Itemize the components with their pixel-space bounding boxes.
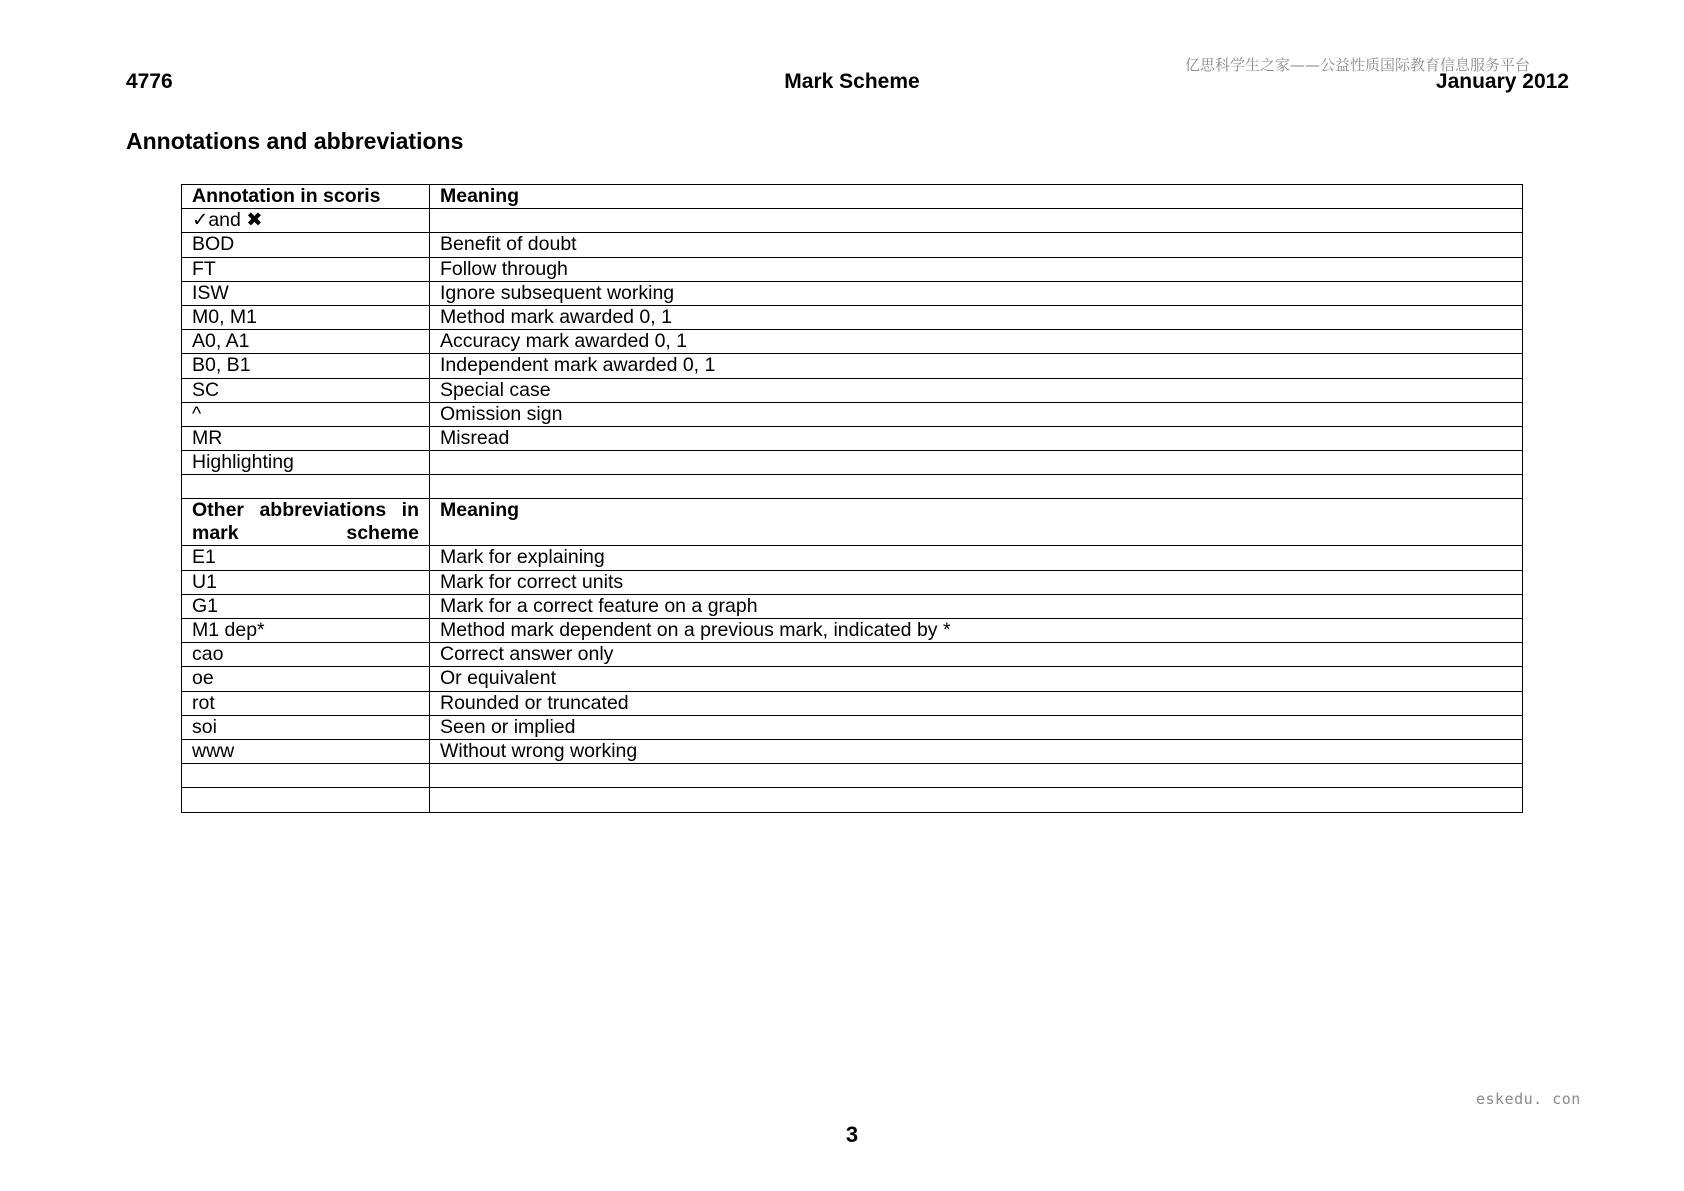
meaning-cell: Or equivalent [430, 667, 1523, 691]
abbreviation-cell: soi [182, 715, 430, 739]
watermark-top: 亿思科学生之家——公益性质国际教育信息服务平台 [1185, 56, 1531, 74]
table-row-empty [182, 788, 1523, 812]
meaning-cell [430, 788, 1523, 812]
column-header-other-abbreviations [182, 499, 430, 546]
meaning-cell [430, 451, 1523, 475]
column-header-annotation: Annotation in scoris [182, 185, 430, 209]
table-row [182, 619, 1523, 643]
meaning-cell: Misread [430, 426, 1523, 450]
abbreviation-cell: ISW [182, 281, 430, 305]
abbreviation-cell: M0, M1 [182, 305, 430, 329]
abbreviation-cell: ^ [182, 402, 430, 426]
abbreviation-cell: FT [182, 257, 430, 281]
abbreviation-cell [182, 788, 430, 812]
table-row [182, 281, 1523, 305]
meaning-cell: Ignore subsequent working [430, 281, 1523, 305]
table-row [182, 739, 1523, 763]
abbreviation-cell [182, 764, 430, 788]
table-row [182, 330, 1523, 354]
meaning-cell [430, 475, 1523, 499]
abbreviation-cell: rot [182, 691, 430, 715]
meaning-cell: Correct answer only [430, 643, 1523, 667]
abbreviations-table [181, 184, 1523, 813]
table-row-empty [182, 475, 1523, 499]
abbreviation-cell: oe [182, 667, 430, 691]
table-row [182, 402, 1523, 426]
abbreviation-cell: SC [182, 378, 430, 402]
table-header-row [182, 185, 1523, 209]
abbreviation-cell [182, 475, 430, 499]
meaning-cell: Method mark awarded 0, 1 [430, 305, 1523, 329]
table-row [182, 451, 1523, 475]
meaning-cell: Omission sign [430, 402, 1523, 426]
abbreviation-cell: B0, B1 [182, 354, 430, 378]
table-row [182, 594, 1523, 618]
meaning-cell: Independent mark awarded 0, 1 [430, 354, 1523, 378]
meaning-cell: Follow through [430, 257, 1523, 281]
abbreviation-cell: Highlighting [182, 451, 430, 475]
header-title: Mark Scheme [784, 70, 920, 93]
abbreviation-cell: cao [182, 643, 430, 667]
table-row [182, 305, 1523, 329]
abbreviation-cell: G1 [182, 594, 430, 618]
column-header-meaning-2: Meaning [430, 499, 1523, 546]
table-row [182, 233, 1523, 257]
table-row [182, 546, 1523, 570]
meaning-cell [430, 764, 1523, 788]
meaning-cell: Mark for correct units [430, 570, 1523, 594]
watermark-bottom: eskedu. con [1476, 1090, 1581, 1108]
abbreviation-cell: U1 [182, 570, 430, 594]
meaning-cell: Rounded or truncated [430, 691, 1523, 715]
section-title: Annotations and abbreviations [126, 128, 464, 154]
meaning-cell: Without wrong working [430, 739, 1523, 763]
other-abbreviations-line2: mark scheme [192, 522, 419, 545]
table-row [182, 570, 1523, 594]
meaning-cell: Method mark dependent on a previous mark, indicated by * [430, 619, 1523, 643]
meaning-cell: Mark for a correct feature on a graph [430, 594, 1523, 618]
table-row [182, 715, 1523, 739]
abbreviation-cell: M1 dep* [182, 619, 430, 643]
abbreviation-cell: A0, A1 [182, 330, 430, 354]
page-number: 3 [845, 1122, 859, 1147]
table-row-empty [182, 764, 1523, 788]
other-abbreviations-line1: Other abbreviations in [192, 499, 419, 522]
table-row [182, 691, 1523, 715]
abbreviation-cell: ✓and ✖ [182, 209, 430, 233]
table-row [182, 354, 1523, 378]
abbreviation-cell: MR [182, 426, 430, 450]
table-row [182, 209, 1523, 233]
table-row [182, 257, 1523, 281]
abbreviation-cell: BOD [182, 233, 430, 257]
table-row [182, 643, 1523, 667]
abbreviation-cell: www [182, 739, 430, 763]
meaning-cell: Special case [430, 378, 1523, 402]
meaning-cell: Seen or implied [430, 715, 1523, 739]
header-code: 4776 [126, 70, 173, 93]
meaning-cell: Benefit of doubt [430, 233, 1523, 257]
table-row [182, 378, 1523, 402]
meaning-cell: Accuracy mark awarded 0, 1 [430, 330, 1523, 354]
abbreviation-cell: E1 [182, 546, 430, 570]
table-row [182, 426, 1523, 450]
meaning-cell: Mark for explaining [430, 546, 1523, 570]
table-subheader-row [182, 499, 1523, 546]
meaning-cell [430, 209, 1523, 233]
column-header-meaning: Meaning [430, 185, 1523, 209]
table-row [182, 667, 1523, 691]
header-date: January 2012 [1435, 70, 1569, 93]
